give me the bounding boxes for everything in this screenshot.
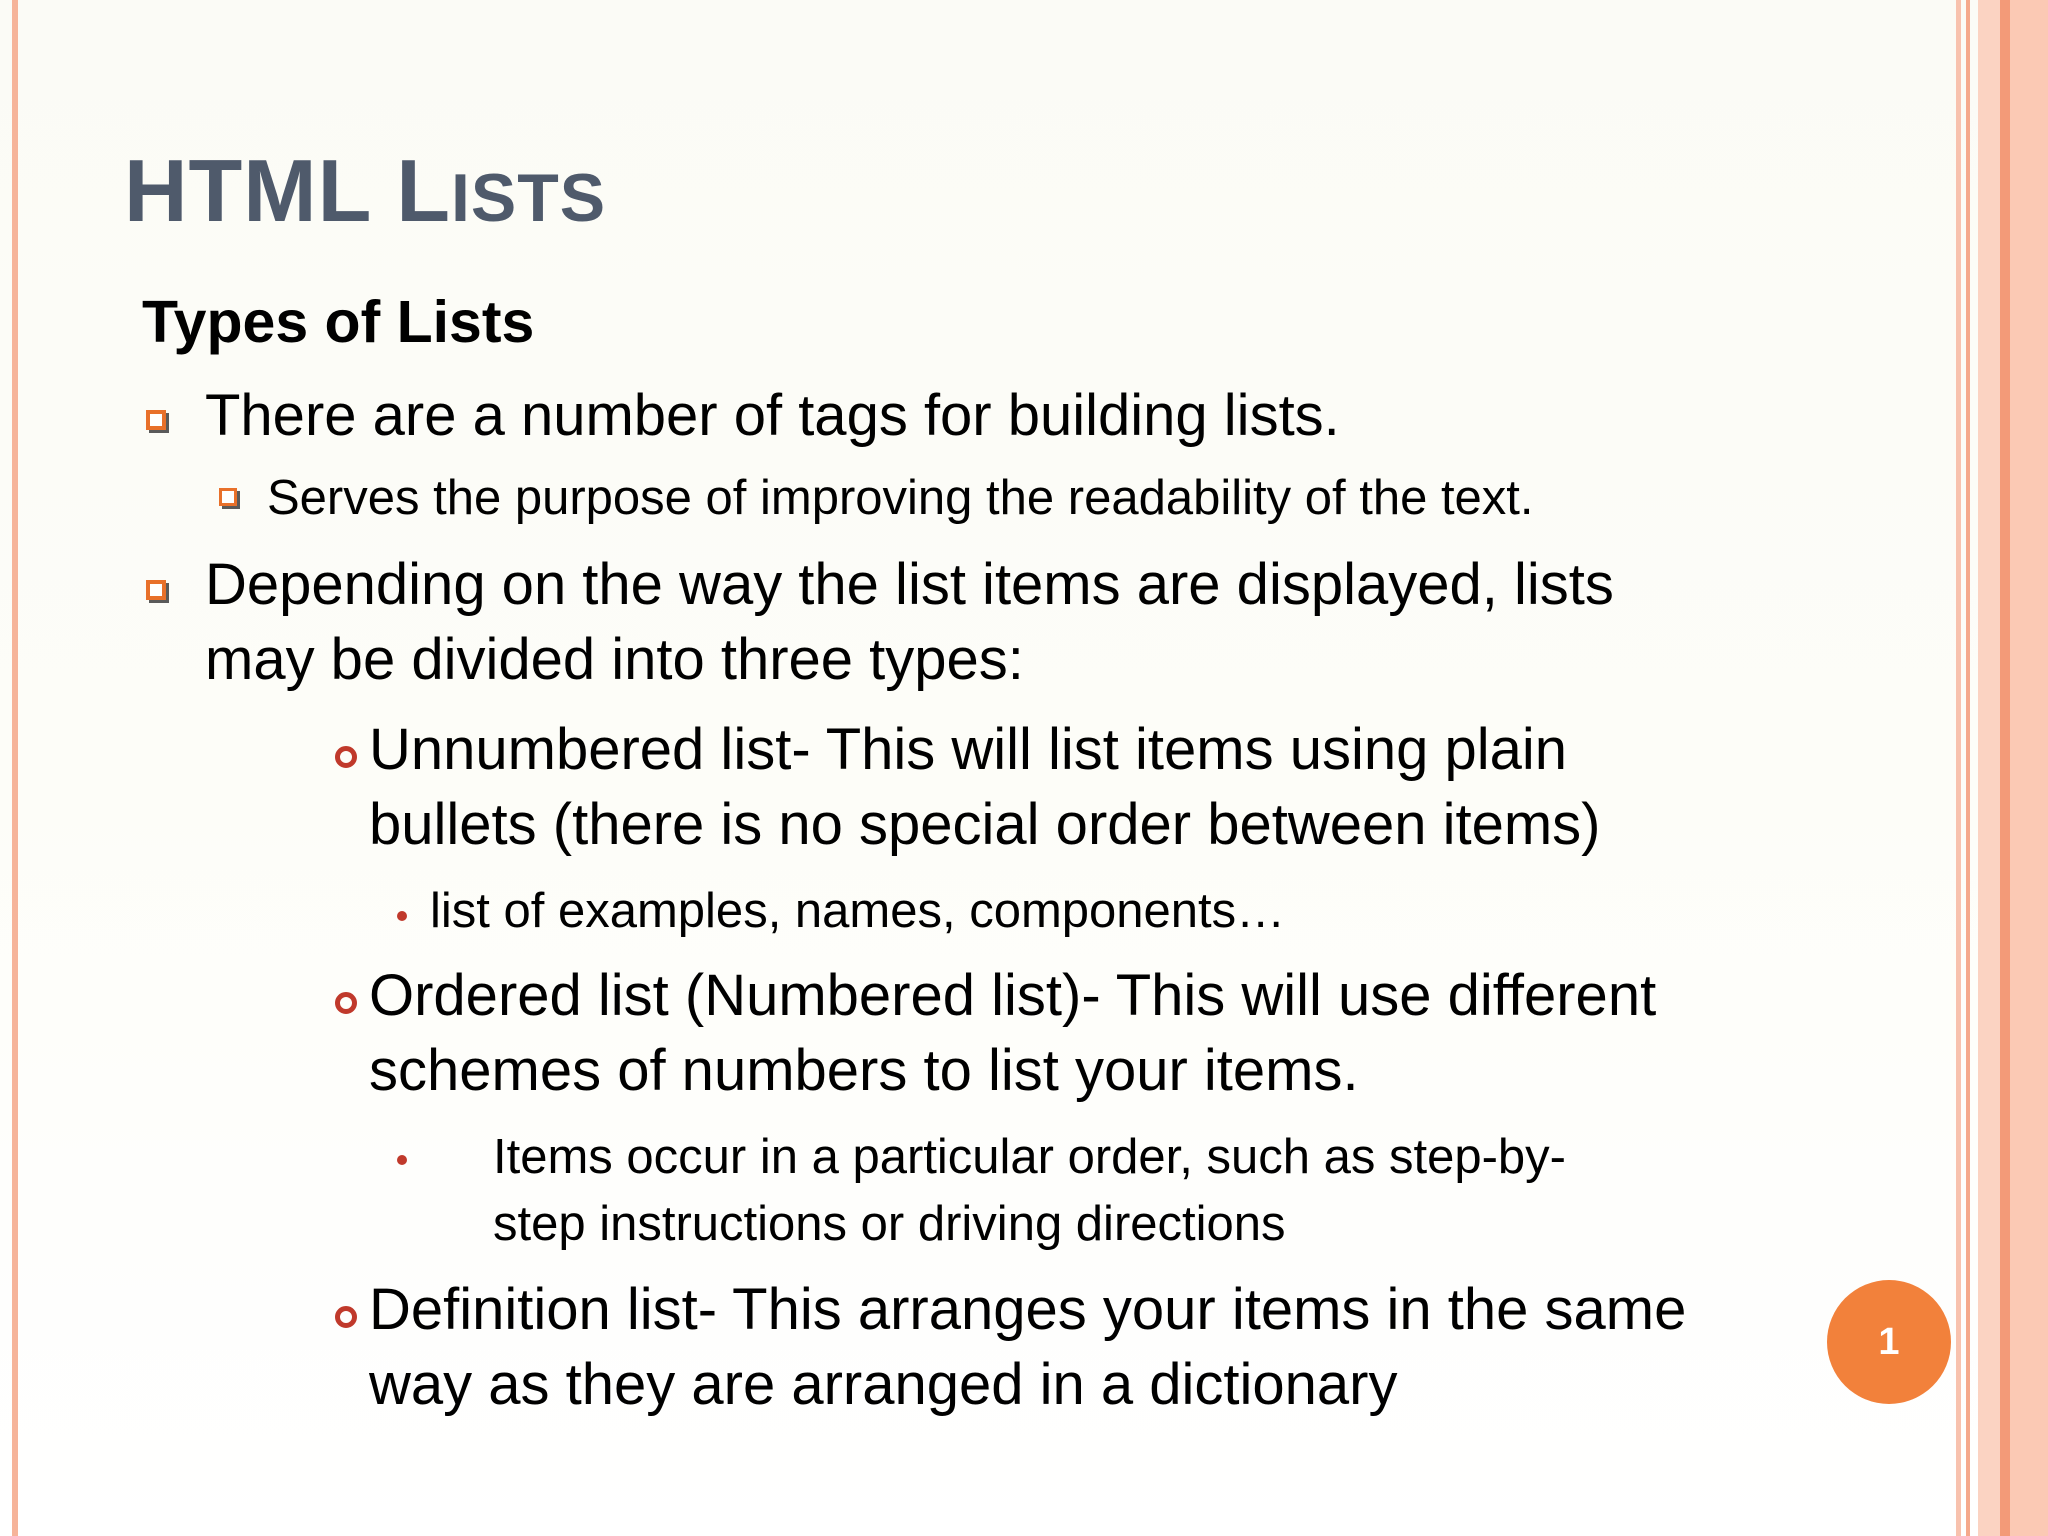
right-stripe	[1978, 0, 2000, 1536]
title-rest: ISTS	[450, 160, 607, 236]
sub-bullet-text: list of examples, names, components…	[430, 884, 1286, 938]
title-first: HTML L	[124, 141, 451, 240]
list-type-text: schemes of numbers to list your items.	[369, 1038, 1359, 1103]
square-bullet-icon	[219, 488, 237, 506]
bullet-text: may be divided into three types:	[205, 627, 1024, 692]
slide-title	[124, 140, 606, 242]
ring-bullet-icon	[335, 746, 357, 768]
right-stripe	[2010, 0, 2048, 1536]
dot-bullet-icon	[397, 911, 407, 921]
right-stripe	[1966, 0, 1970, 1536]
right-stripe	[2000, 0, 2010, 1536]
left-border-line	[12, 0, 18, 1536]
bullet-text: Depending on the way the list items are displayed, lists	[205, 552, 1614, 617]
list-type-text: way as they are arranged in a dictionary	[369, 1352, 1398, 1417]
list-type-text: Unnumbered list- This will list items using plain	[369, 717, 1568, 782]
list-type-text: bullets (there is no special order between items)	[369, 792, 1601, 857]
bullet-text: There are a number of tags for building lists.	[205, 383, 1340, 448]
square-bullet-icon	[146, 410, 166, 430]
page-number-badge: 1	[1827, 1280, 1951, 1404]
slide-subtitle: Types of Lists	[142, 289, 535, 355]
right-stripe	[1956, 0, 1961, 1536]
list-type-text: Ordered list (Numbered list)- This will use different	[369, 963, 1657, 1028]
ring-bullet-icon	[335, 1306, 357, 1328]
bullet-text: Serves the purpose of improving the readability of the text.	[267, 471, 1534, 525]
sub-bullet-text: Items occur in a particular order, such as step-by-	[493, 1130, 1566, 1184]
sub-bullet-text: step instructions or driving directions	[493, 1197, 1286, 1251]
list-type-text: Definition list- This arranges your items in the same	[369, 1277, 1687, 1342]
dot-bullet-icon	[397, 1155, 407, 1165]
square-bullet-icon	[146, 580, 166, 600]
ring-bullet-icon	[335, 992, 357, 1014]
